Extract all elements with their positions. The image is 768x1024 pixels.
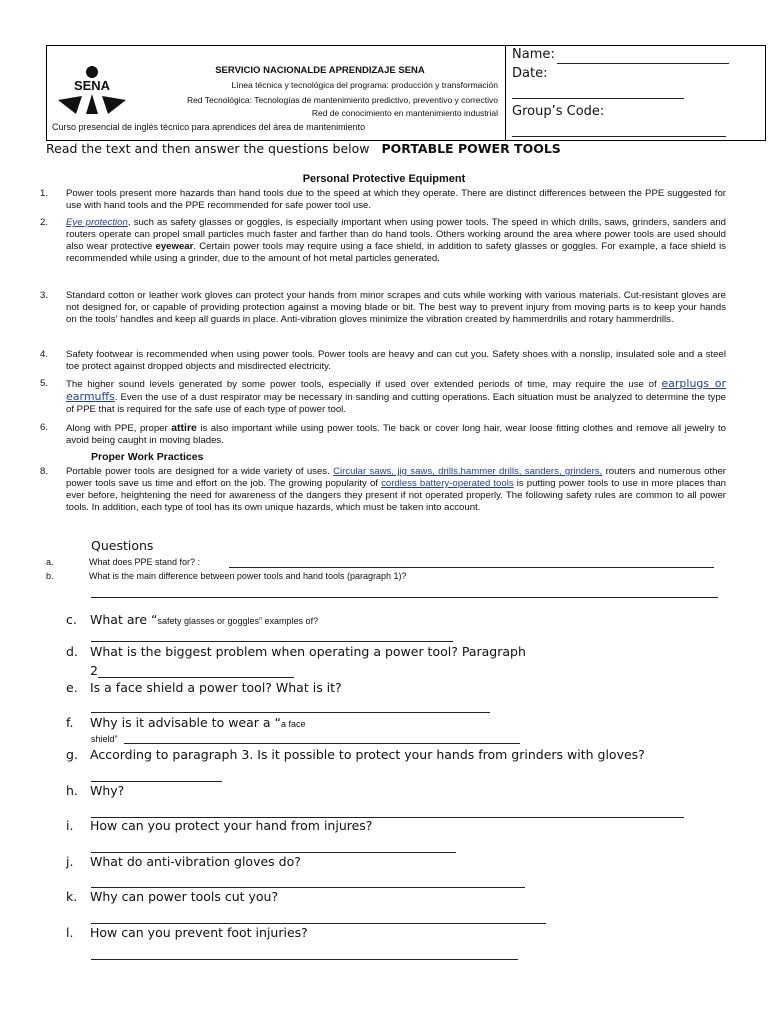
date-label: Date: [512,66,548,81]
paragraph-8 [40,466,726,514]
question-text: Why is it advisable to wear a “ [90,715,281,730]
paragraph-number: 1. [40,188,49,199]
course-line: Curso presencial de inglés técnico para aprendices del área de mantenimiento [52,122,366,132]
question-text: Why? [90,783,125,798]
header-divider [505,45,506,141]
question-letter: i. [66,818,74,833]
paragraph-3 [40,290,726,326]
eye-protection-link[interactable]: Eye protection [66,217,128,228]
paragraph-number: 4. [40,349,49,360]
question-letter: l. [66,925,74,940]
paragraph-2 [40,217,726,265]
question-a [46,557,200,567]
answer-line-e[interactable] [91,712,490,713]
paragraph-text: Along with PPE, proper [66,423,172,434]
intro-line [46,141,561,156]
question-letter: b. [46,571,54,581]
answer-line-i[interactable] [91,852,456,853]
question-f-continuation: shield” [91,734,118,744]
paragraph-text: , such as safety glasses or goggles, is especially important when using power tools. The speed in which drills, saws, grinders, sanders and routers operate can propel small particles much faster and farther than do hand tools. Others working around the area where power tools are used should also wear protective [66,217,726,252]
name-label: Name: [512,47,555,62]
question-text: How can you protect your hand from injures? [90,818,373,833]
answer-line-f[interactable] [124,743,520,744]
tools-link[interactable]: Circular saws, jig saws, drills,hammer drills, sanders, grinders, [333,466,603,477]
paragraph-text: Standard cotton or leather work gloves can protect your hands from minor scrapes and cuts while working with various materials. Cut-resistant gloves are not designed for, or capable of providing protection against a moving blade or bit. The best way to prevent injury from moving parts is to keep your hands on the tools' handles and keep all guards in place. Anti-vibration gloves minimize the vibration created by hammerdrills and rotary hammerdrills. [66,290,726,325]
paragraph-text: is putting power tools to use in more places than ever before, heightening the need for awareness of the dangers they present if not operated properly. The following safety rules are common to all power tools. In addition, each type of tool has its own unique hazards, which must be taken into account. [66,478,726,513]
paragraph-number: 3. [40,290,49,301]
earplugs-link[interactable]: earplugs or earmuffs [66,377,726,403]
answer-line-c[interactable] [91,641,453,642]
answer-line-g[interactable] [91,781,222,782]
paragraph-text: is also important while using power tools. Tie back or cover long hair, wear loose fitting clothes and remove all jewelry to avoid being caught in moving blades. [66,423,726,446]
question-text: 2 [90,663,98,678]
paragraph-6 [40,422,726,447]
document-title: PORTABLE POWER TOOLS [381,141,561,156]
question-small-text: a face [281,719,306,729]
paragraph-1 [40,188,726,212]
question-text: Is a face shield a power tool? What is it? [90,680,342,695]
answer-line-a[interactable] [229,567,714,568]
bold-term: eyewear [155,241,194,252]
question-letter: h. [66,783,78,798]
header-line-2: Red Tecnológica: Tecnologías de mantenimiento predictivo, preventivo y correctivo [186,95,498,105]
question-letter: d. [66,644,78,659]
paragraph-text: Safety footwear is recommended when using power tools. Power tools are heavy and can cut you. Safety shoes with a nonslip, insulated sole and a steel toe protect against dropped objects and misdirected electricity. [66,349,726,372]
paragraph-text: The higher sound levels generated by some power tools, especially if used over extended periods of time, may require the use of [66,379,662,390]
question-text: What does PPE stand for? : [89,557,201,567]
paragraph-number: 6. [40,422,49,433]
question-text: What do anti-vibration gloves do? [90,854,301,869]
sena-logo-icon [52,64,132,116]
paragraph-5 [40,377,726,416]
question-letter: a. [46,557,54,567]
institution-title: SERVICIO NACIONALDE APRENDIZAJE SENA [215,65,425,76]
answer-line-l[interactable] [91,959,518,960]
date-underline[interactable] [512,98,684,99]
paragraph-text: Portable power tools are designed for a wide variety of uses. [66,466,334,477]
group-code-label: Group’s Code: [512,104,605,119]
question-letter: e. [66,680,78,695]
paragraph-number: 2. [40,217,49,228]
paragraph-number: 8. [40,466,49,477]
group-code-underline[interactable] [512,136,726,137]
paragraph-text: Power tools present more hazards than hand tools due to the speed at which they operate. There are distinct differences between the PPE suggested for use with hand tools and the PPE recommended for safe power tool use. [66,188,726,211]
paragraph-text: . Even the use of a dust respirator may be necessary in sanding and cutting operations. Each situation must be analyzed to determine the type of PPE that is required for the safe use of each type of power tool. [66,392,726,415]
header-line-3: Red de conocimiento en mantenimiento industrial [311,108,498,118]
question-small-text: safety glasses or goggles” examples of? [157,616,319,626]
header-line-1: Línea técnica y tecnológica del programa: producción y transformación [231,80,498,90]
answer-line-b[interactable] [91,597,718,598]
question-text: How can you prevent foot injuries? [90,925,308,940]
question-b [46,571,407,581]
name-underline [557,63,729,64]
question-letter: f. [66,715,74,730]
intro-text: Read the text and then answer the questions below [46,141,370,156]
section-title: Personal Protective Equipment [302,173,466,185]
paragraph-4 [40,349,726,373]
paragraph-text: routers and numerous other power tools save us time and effort on the job. The growing popularity of [66,466,726,489]
cordless-tools-link[interactable]: cordless battery-operated tools [381,478,514,489]
answer-line-d[interactable] [98,677,294,678]
question-text: According to paragraph 3. Is it possible to protect your hands from grinders with gloves? [90,747,645,762]
question-text: Why can power tools cut you? [90,889,279,904]
question-text: What is the main difference between power tools and hand tools (paragraph 1)? [89,571,407,581]
logo-text: SENA [73,78,111,93]
bold-term: attire [171,422,197,434]
paragraph-text: . Certain power tools may require using a face shield, in addition to safety glasses or goggles. For example, a face shield is recommended while using a grinder, due to the amount of hot metal particles generated. [66,241,726,264]
question-letter: j. [66,854,74,869]
paragraph-number: 5. [40,378,49,389]
subheading: Proper Work Practices [91,451,204,463]
answer-line-j[interactable] [91,887,525,888]
question-letter: g. [66,747,78,762]
question-letter: k. [66,889,78,904]
answer-line-k[interactable] [91,923,546,924]
name-field[interactable] [512,47,555,62]
question-text: What are “ [90,612,158,627]
questions-heading: Questions [91,538,154,553]
question-letter: c. [66,612,77,627]
question-text: What is the biggest problem when operating a power tool? Paragraph [90,644,526,659]
